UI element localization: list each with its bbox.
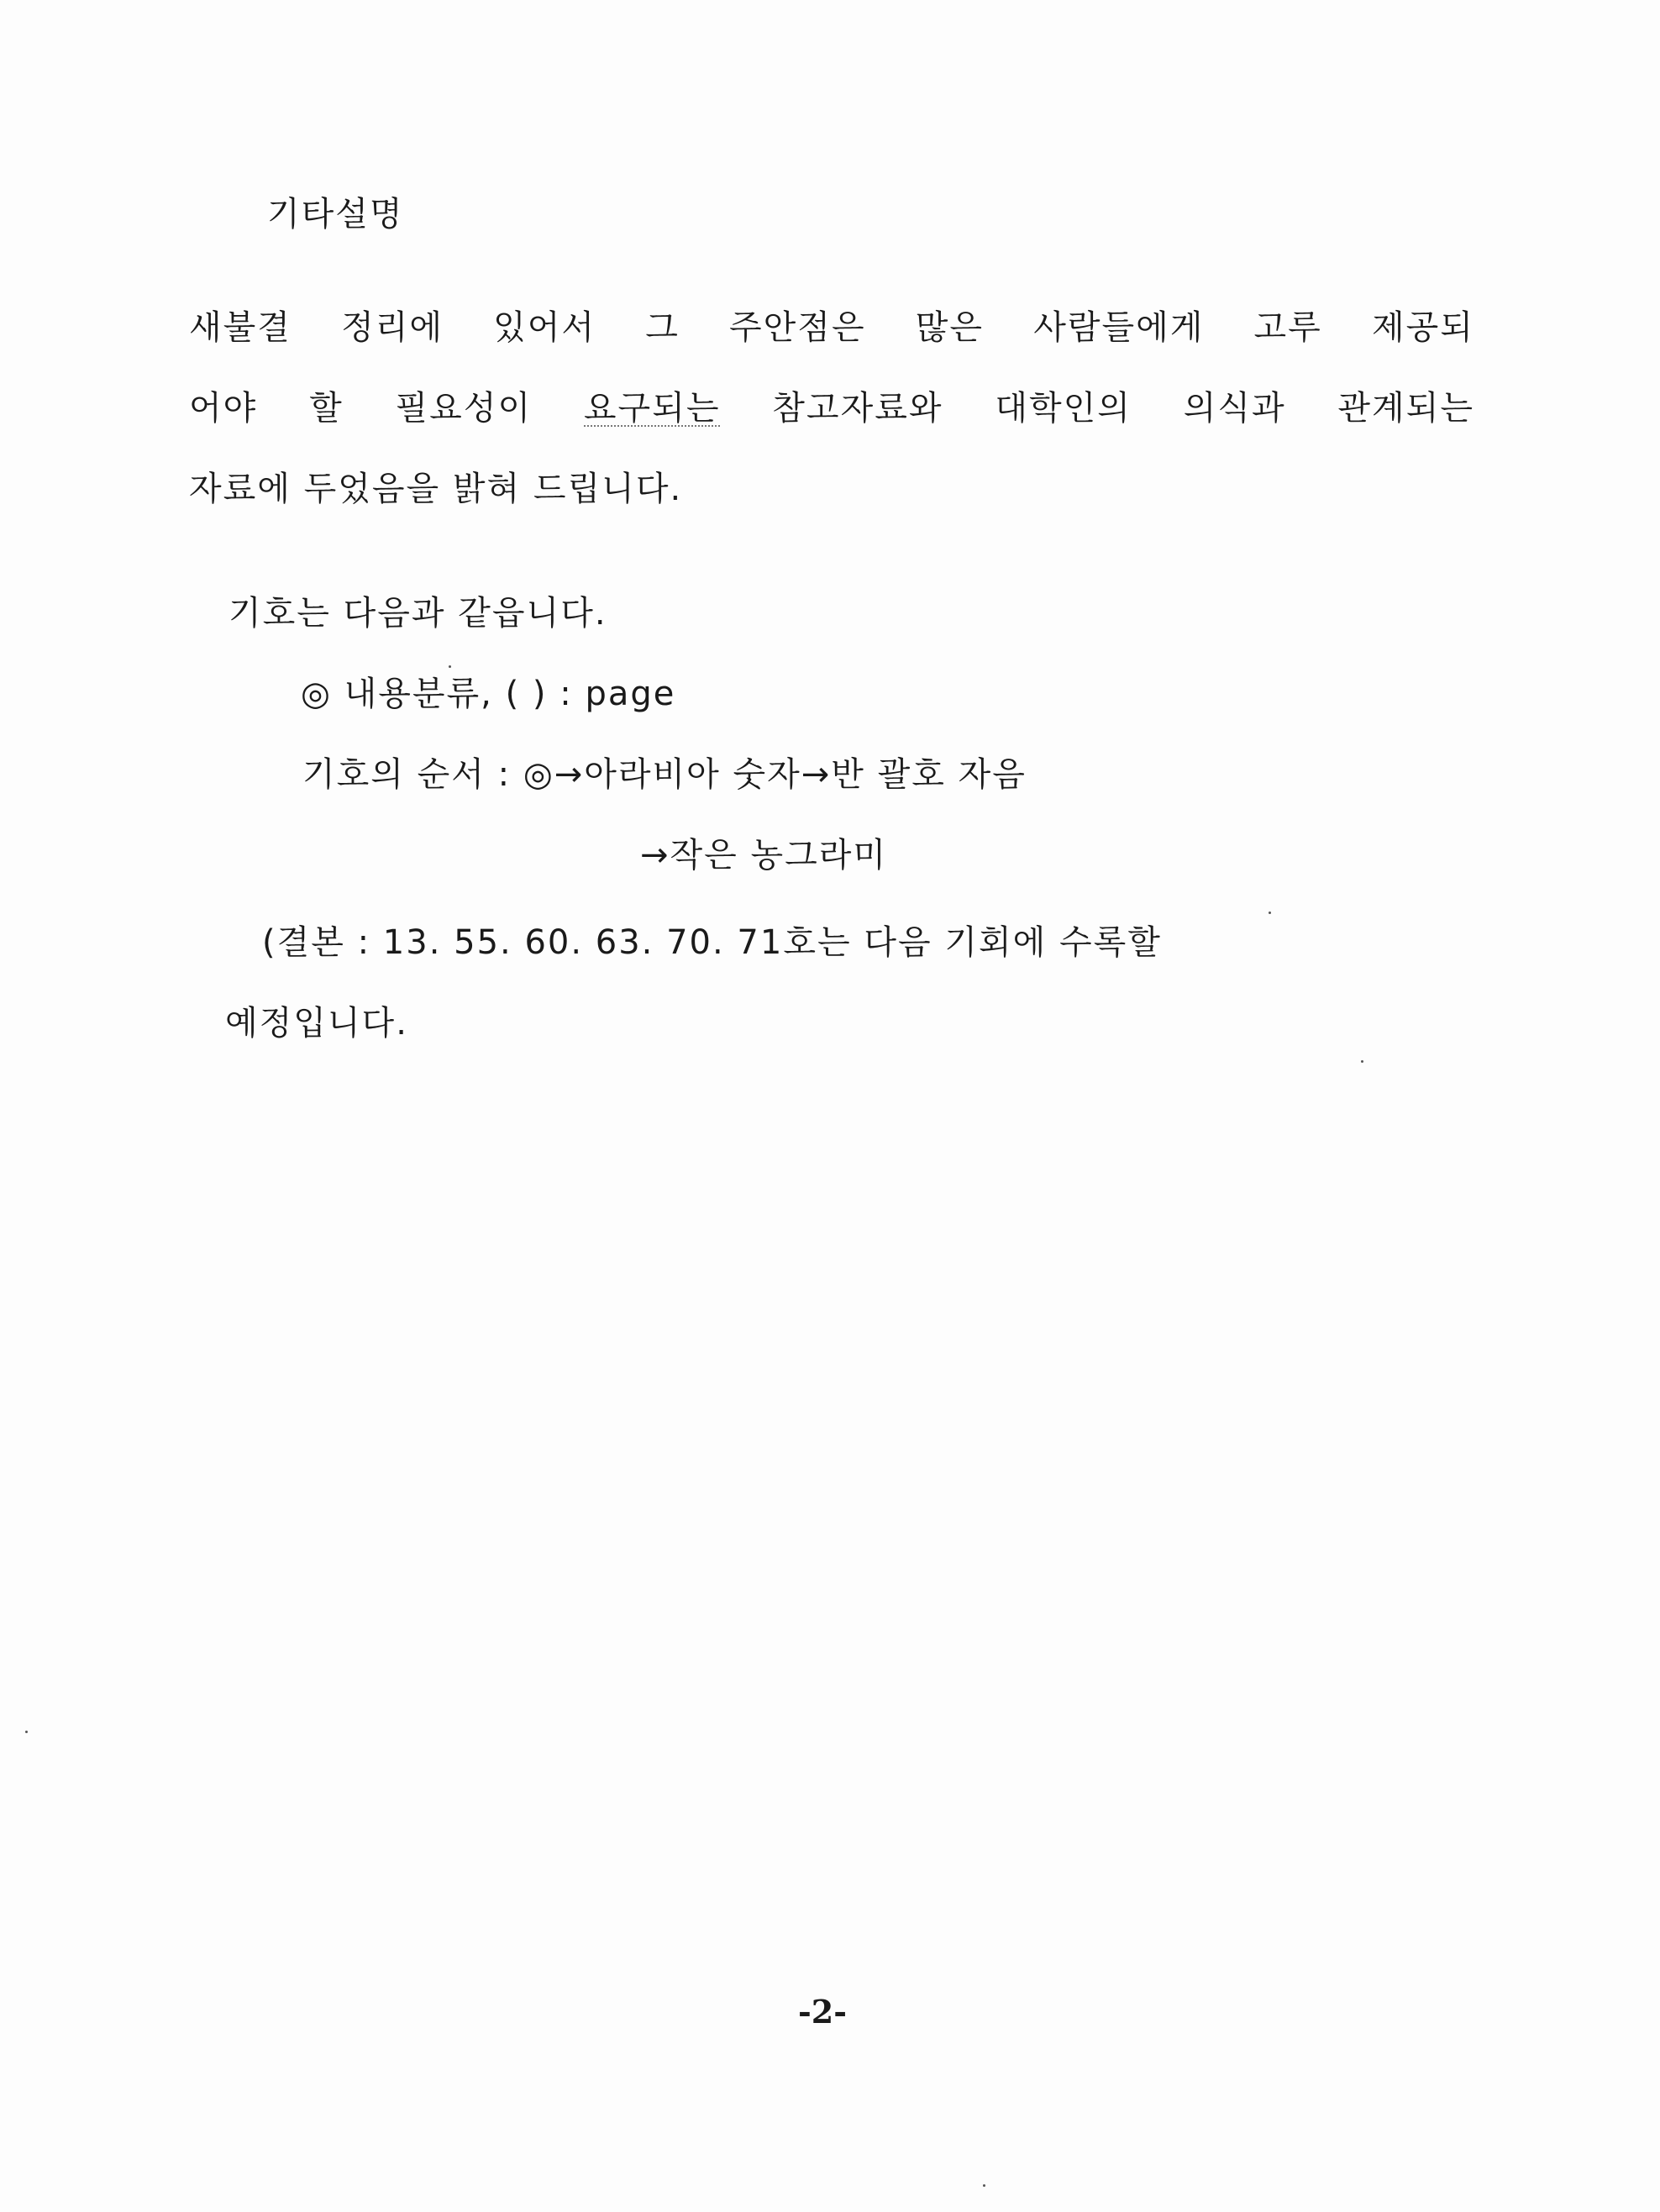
symbol-legend: ◎ 내용분류, ( ) : page [301, 675, 676, 713]
word: 할 [309, 389, 344, 428]
word: 의식과 [1183, 389, 1286, 428]
word: 요구되는 [583, 389, 721, 428]
word: 많은 [915, 308, 985, 347]
scan-speck [1269, 912, 1271, 914]
word: 정리에 [341, 308, 444, 347]
missing-issues-note-line-2: 예정입니다. [225, 1004, 408, 1043]
word: 필요성이 [395, 389, 533, 428]
page-number: -2- [798, 1993, 847, 2031]
paragraph-line-2 [189, 391, 1474, 427]
word: 사람들에게 [1033, 308, 1205, 347]
word: 제공되 [1371, 308, 1474, 347]
symbols-intro: 기호는 다음과 같읍니다. [229, 594, 607, 633]
word: 그 [645, 308, 680, 347]
paragraph-line-3: 자료에 두었음을 밝혀 드립니다. [189, 470, 683, 508]
scan-speck [449, 665, 451, 668]
word: 새불결 [189, 308, 292, 347]
word: 관계되는 [1337, 389, 1474, 428]
symbol-order-line-2: →작은 농그라미 [640, 836, 888, 875]
word: 있어서 [493, 308, 596, 347]
word: 고루 [1253, 308, 1322, 347]
scan-speck [983, 2184, 985, 2187]
scan-speck [25, 1731, 28, 1733]
word: 대학인의 [995, 389, 1132, 428]
word: 어야 [189, 389, 258, 428]
scan-speck [1361, 1060, 1363, 1063]
word: 주안점은 [729, 308, 866, 347]
paragraph-line-1 [189, 308, 1474, 347]
section-heading: 기타설명 [267, 195, 404, 234]
symbol-order-line-1: 기호의 순서 : ◎→아라비아 숫자→반 괄호 자음 [302, 755, 1027, 794]
missing-issues-note-line-1: (결본 : 13. 55. 60. 63. 70. 71호는 다음 기회에 수록할 [262, 923, 1162, 962]
word: 참고자료와 [772, 389, 943, 428]
